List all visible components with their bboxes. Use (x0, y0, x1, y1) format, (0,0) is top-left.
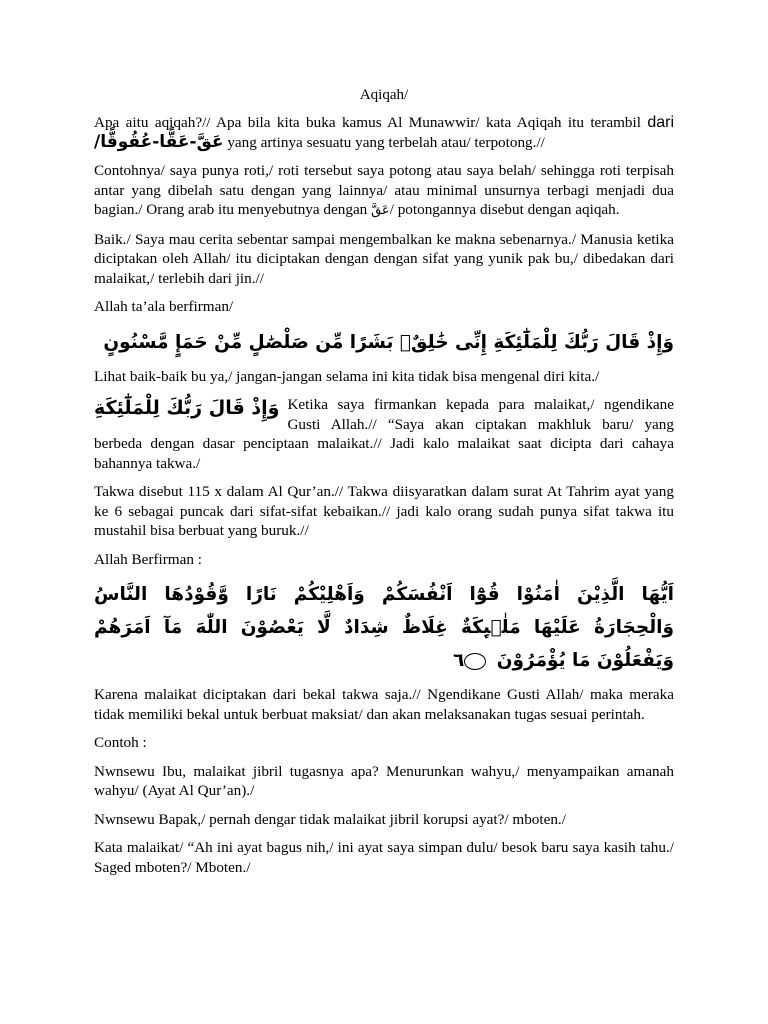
paragraph-allah-berfirman: Allah Berfirman : (94, 550, 202, 568)
paragraph-definition-text: Apa aitu aqiqah?// Apa bila kita buka kamus Al Munawwir/ kata Aqiqah itu terambil (94, 114, 641, 131)
quran-verse-tahrim (94, 578, 674, 677)
arabic-verse-fragment: وَإِذْ قَالَ رَبُّكَ لِلْمَلَٰٓئِكَةِ (94, 397, 280, 419)
paragraph-angels-text: Ketika saya firmankan kepada para malaikat,/ ngendikane Gusti Allah.// “Saya akan ciptakan makhluk baru/ yang berbeda dengan dasar penciptaan malaikat.// Jadi kalo malaikat saat dicipta dari cahaya bahannya takwa./ (94, 396, 674, 472)
paragraph-example-rest: / potongannya disebut dengan aqiqah. (389, 201, 620, 218)
document-page (94, 83, 674, 886)
quran-verse-tahrim-text: اَيُّهَا الَّذِيْنَ اٰمَنُوْا قُوْٓا اَنْفُسَكُمْ وَاَهْلِيْكُمْ نَارًا وَّقُوْدُهَا النَّاسُ وَالْحِجَارَةُ عَلَيْهَا مَلٰۤىِٕكَةٌ غِلَاظٌ شِدَادٌ لَّا يَعْصُوْنَ اللّٰهَ مَآ اَمَرَهُمْ وَيَفْعَلُوْنَ مَا يُؤْمَرُوْنَ (94, 584, 674, 671)
arabic-root-word: عَقَّ-عَقًّا-عُقُوقًّا/ (94, 131, 224, 152)
verse-number: ٦ (453, 650, 465, 671)
paragraph-angels-creation (94, 395, 674, 473)
paragraph-definition-rest: yang artinya sesuatu yang terbelah atau/ terpotong.// (227, 133, 545, 151)
paragraph-angel-quote: Kata malaikat/ “Ah ini ayat bagus nih,/ ini ayat saya simpan dulu/ besok baru saya kasih tahu./ Saged mboten?/ Mboten./ (94, 839, 674, 876)
paragraph-example-label: Contoh : (94, 734, 147, 751)
paragraph-takwa: Takwa disebut 115 x dalam Al Qur’an.// Takwa diisyaratkan dalam surat At Tahrim ayat yang ke 6 sebagai puncak dari sifat-sifat kebaikan.// jadi kalo orang sudah punya sifat takwa itu mustahil bisa berbuat yang buruk.// (94, 483, 674, 539)
verse-end-marker-icon (464, 653, 486, 670)
arabic-aqqa: عَقَّ (371, 203, 390, 218)
paragraph-angels-provision: Karena malaikat diciptakan dari bekal takwa saja.// Ngendikane Gusti Allah/ maka meraka tidak memiliki bekal untuk berbuat maksiat/ dan akan melaksanakan tugas sesuai perintah. (94, 686, 674, 723)
quran-verse-hijr: وَإِذْ قَالَ رَبُّكَ لِلْمَلَٰٓئِكَةِ إِنِّى خَٰلِقٌۢ بَشَرًا مِّن صَلْصَٰلٍ مِّنْ حَمَإٍ مَّسْنُونٍ (103, 331, 674, 353)
paragraph-human-creation: Baik./ Saya mau cerita sebentar sampai mengembalkan ke makna sebenarnya./ Manusia ketika diciptakan oleh Allah/ itu diciptakan dengan dengan sifat yang yunik pak bu,/ dibedakan dari malaikat,/ terlebih dari jin.// (94, 230, 674, 287)
paragraph-jibril-corruption: Nwnsewu Bapak,/ pernah dengar tidak malaikat jibril korupsi ayat?/ mboten./ (94, 810, 566, 828)
paragraph-example-text: Contohnya/ saya punya roti,/ roti tersebut saya potong atau saya belah/ sehingga roti terpisah antar yang dibelah satu dengan yang lainnya/ atau minimal unsurnya terbagi menjadi dua bagian./ Orang arab itu menyebutnya dengan (94, 162, 674, 218)
paragraph-definition (94, 113, 674, 152)
paragraph-allah-says: Allah ta’ala berfirman/ (94, 298, 234, 315)
paragraph-example-bread (94, 161, 674, 221)
word-dari: dari (647, 114, 674, 131)
document-title: Aqiqah/ (359, 87, 409, 103)
paragraph-look-carefully: Lihat baik-baik bu ya,/ jangan-jangan selama ini kita tidak bisa mengenal diri kita./ (94, 367, 600, 385)
paragraph-jibril-task: Nwnsewu Ibu, malaikat jibril tugasnya apa? Menurunkan wahyu,/ menyampaikan amanah wahyu/ (Ayat Al Qur’an)./ (94, 762, 674, 799)
